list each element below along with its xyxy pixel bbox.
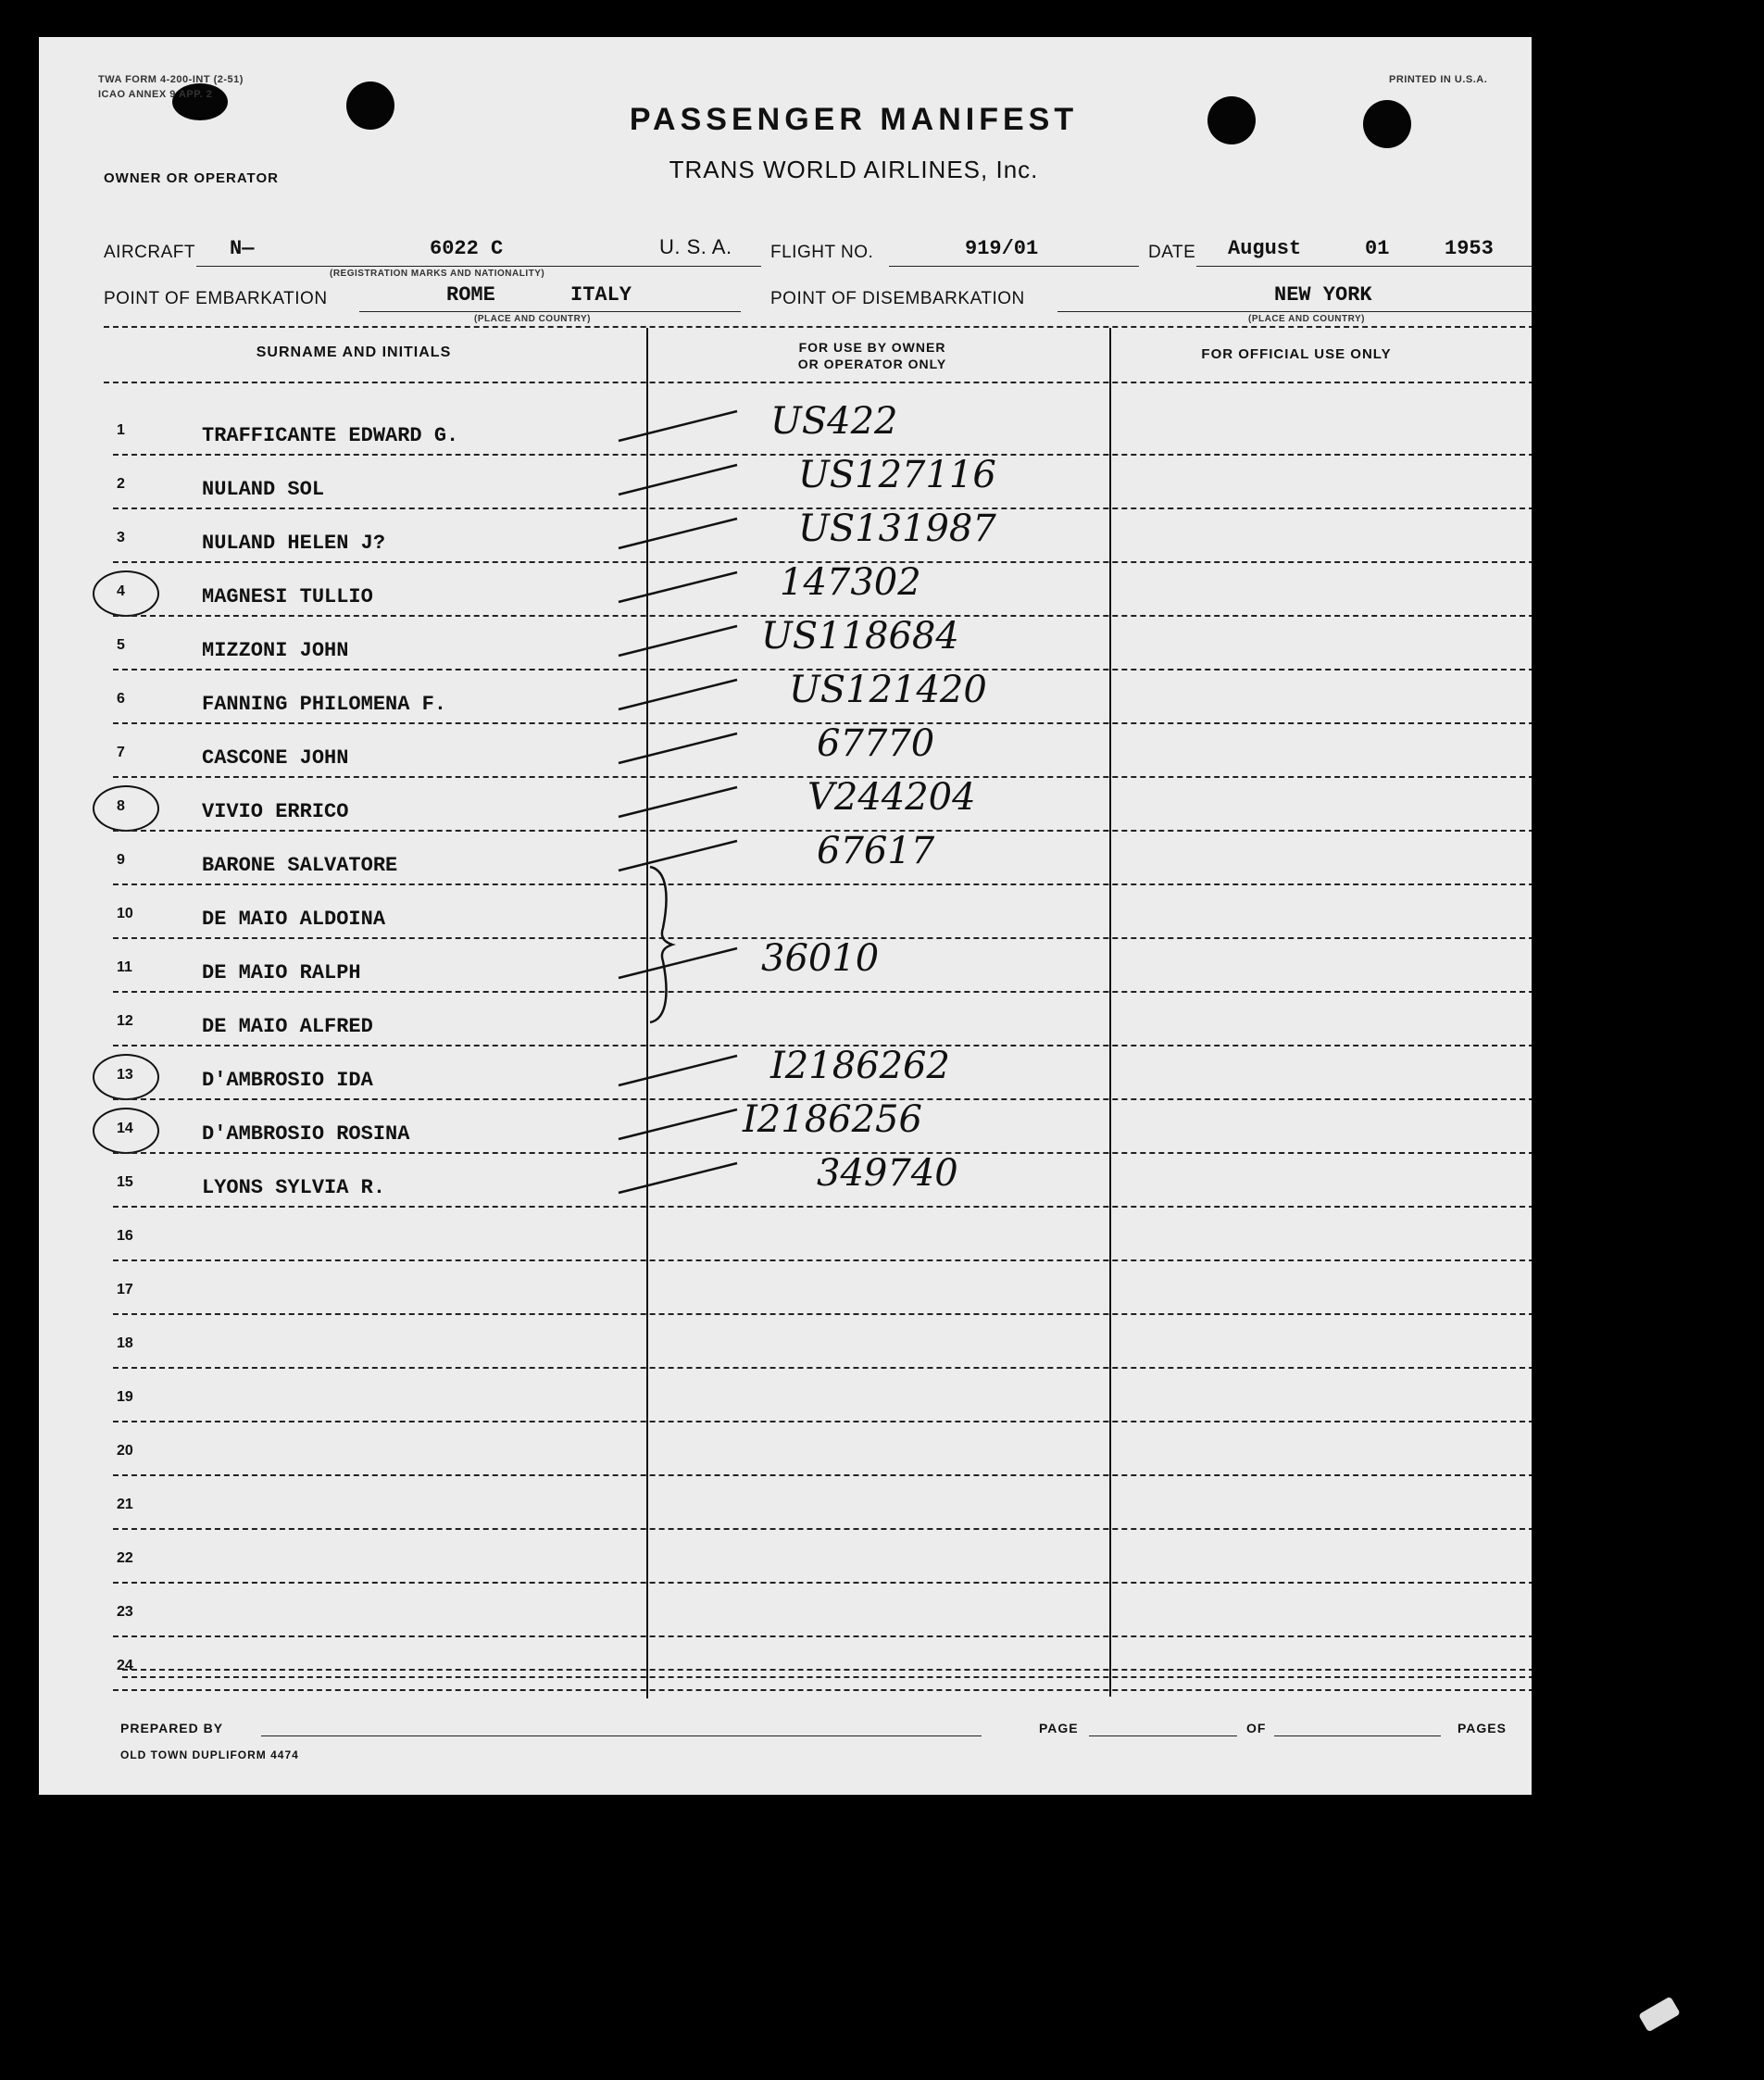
prepared-by-line [261,1735,982,1736]
of-line [1274,1735,1441,1736]
passenger-name: MIZZONI JOHN [202,639,349,662]
passenger-name: DE MAIO ALDOINA [202,908,386,931]
header-bottom-rule [104,382,1532,383]
passenger-name: CASCONE JOHN [202,746,349,770]
row-line [113,1582,1532,1584]
row-number: 6 [117,691,125,707]
disembarkation-label: POINT OF DISEMBARKATION [770,289,1025,308]
bottom-rule [122,1669,1532,1671]
pages-label: PAGES [1457,1721,1507,1735]
passenger-name: DE MAIO ALFRED [202,1015,373,1038]
of-label: OF [1246,1721,1267,1735]
row-line [113,1206,1532,1208]
row-number: 11 [117,959,132,975]
embarkation-label: POINT OF EMBARKATION [104,289,328,308]
handwritten-passport-number: US422 [770,400,898,443]
owner-label: OWNER OR OPERATOR [104,170,279,186]
aircraft-number: 6022 C [430,237,504,260]
row-number: 16 [117,1228,133,1244]
row-line [113,1259,1532,1261]
passenger-name: NULAND HELEN J? [202,532,386,555]
punch-hole-icon [1363,100,1411,148]
operator-name: TRANS WORLD AIRLINES, Inc. [669,156,1039,183]
handwritten-passport-number: US131987 [798,507,996,550]
row-line [113,1528,1532,1530]
check-mark-icon [613,457,743,504]
passenger-name: TRAFFICANTE EDWARD G. [202,424,459,447]
bottom-rule [122,1676,1532,1678]
handwritten-passport-number: I2186262 [770,1045,950,1087]
check-mark-icon [613,672,743,719]
handwritten-passport-number: US121420 [789,669,987,711]
disembarkation-underline [1057,311,1532,312]
check-mark-icon [613,1102,743,1148]
passenger-name: MAGNESI TULLIO [202,585,373,608]
check-mark-icon [613,941,743,987]
flight-label: FLIGHT NO. [770,243,874,262]
manifest-page [39,37,1532,1795]
handwritten-passport-number: 36010 [761,937,880,980]
date-year: 1953 [1445,237,1494,260]
row-number: 4 [117,583,125,599]
handwritten-passport-number: US118684 [761,615,959,658]
row-number: 8 [117,798,125,814]
check-mark-icon [613,833,743,880]
row-number: 14 [117,1121,133,1136]
passenger-name: BARONE SALVATORE [202,854,398,877]
aircraft-prefix: N— [230,237,255,260]
place-note: (PLACE AND COUNTRY) [474,314,591,324]
row-line [113,991,1532,993]
aircraft-underline [196,266,761,267]
handwritten-passport-number: 67617 [817,830,935,872]
icao-reference: ICAO ANNEX 9 APP. 2 [98,89,213,100]
aircraft-label: AIRCRAFT [104,243,195,262]
row-line [113,1689,1532,1691]
place-note-2: (PLACE AND COUNTRY) [1248,314,1365,324]
column-divider [1109,328,1111,1697]
row-number: 7 [117,745,125,760]
circle-mark-icon [93,570,159,617]
circle-mark-icon [93,1108,159,1154]
passenger-name: DE MAIO RALPH [202,961,361,984]
disembarkation-city: NEW YORK [1274,283,1372,307]
flight-number: 919/01 [965,237,1039,260]
flight-underline [889,266,1139,267]
row-number: 13 [117,1067,133,1083]
header-rule [104,326,1532,328]
brace-icon [641,863,678,1026]
column-header-name: SURNAME AND INITIALS [256,345,452,360]
passenger-name: D'AMBROSIO IDA [202,1069,373,1092]
row-number: 22 [117,1550,133,1566]
punch-hole-icon [1207,96,1256,144]
passenger-name: D'AMBROSIO ROSINA [202,1122,410,1146]
row-line [113,1474,1532,1476]
column-header-owner: FOR USE BY OWNER OR OPERATOR ONLY [797,340,947,371]
row-number: 5 [117,637,125,653]
embarkation-country: ITALY [570,283,632,307]
row-number: 2 [117,476,125,492]
row-number: 20 [117,1443,133,1459]
handwritten-passport-number: 67770 [817,722,935,765]
handwritten-passport-number: V244204 [807,776,976,819]
punch-hole-icon [346,81,394,130]
row-line [113,1313,1532,1315]
registration-note: (REGISTRATION MARKS AND NATIONALITY) [330,269,545,279]
row-number: 3 [117,530,125,545]
prepared-by-label: PREPARED BY [120,1721,224,1735]
check-mark-icon [613,511,743,558]
check-mark-icon [613,619,743,665]
printed-note: PRINTED IN U.S.A. [1389,74,1488,85]
passenger-name: FANNING PHILOMENA F. [202,693,447,716]
form-number: TWA FORM 4-200-INT (2-51) [98,74,244,85]
row-number: 9 [117,852,125,868]
row-line [113,1367,1532,1369]
column-header-official: FOR OFFICIAL USE ONLY [1201,346,1392,362]
check-mark-icon [613,404,743,450]
paper-scrap [1638,1996,1681,2032]
form-title: PASSENGER MANIFEST [629,102,1079,137]
row-number: 10 [117,906,133,921]
check-mark-icon [613,565,743,611]
date-label: DATE [1148,243,1196,262]
row-line [113,1635,1532,1637]
row-number: 24 [117,1658,133,1673]
row-number: 1 [117,422,125,438]
date-day: 01 [1365,237,1390,260]
circle-mark-icon [93,1054,159,1100]
check-mark-icon [613,726,743,772]
handwritten-passport-number: I2186256 [743,1098,922,1141]
page-label: PAGE [1039,1721,1079,1735]
row-number: 18 [117,1335,133,1351]
check-mark-icon [613,1048,743,1095]
handwritten-passport-number: 147302 [780,561,921,604]
printer-note: OLD TOWN DUPLIFORM 4474 [120,1748,299,1761]
page-line [1089,1735,1237,1736]
row-number: 15 [117,1174,133,1190]
row-number: 21 [117,1497,133,1512]
handwritten-passport-number: 349740 [817,1152,958,1195]
nationality: U. S. A. [659,235,732,258]
circle-mark-icon [93,785,159,832]
date-month: August [1228,237,1302,260]
date-underline [1196,266,1532,267]
check-mark-icon [613,780,743,826]
embarkation-city: ROME [446,283,495,307]
handwritten-passport-number: US127116 [798,454,996,496]
row-number: 23 [117,1604,133,1620]
row-number: 12 [117,1013,133,1029]
row-line [113,883,1532,885]
row-number: 17 [117,1282,133,1297]
passenger-name: LYONS SYLVIA R. [202,1176,386,1199]
row-line [113,1421,1532,1422]
embarkation-underline [359,311,741,312]
check-mark-icon [613,1156,743,1202]
row-number: 19 [117,1389,133,1405]
passenger-name: NULAND SOL [202,478,325,501]
passenger-name: VIVIO ERRICO [202,800,349,823]
